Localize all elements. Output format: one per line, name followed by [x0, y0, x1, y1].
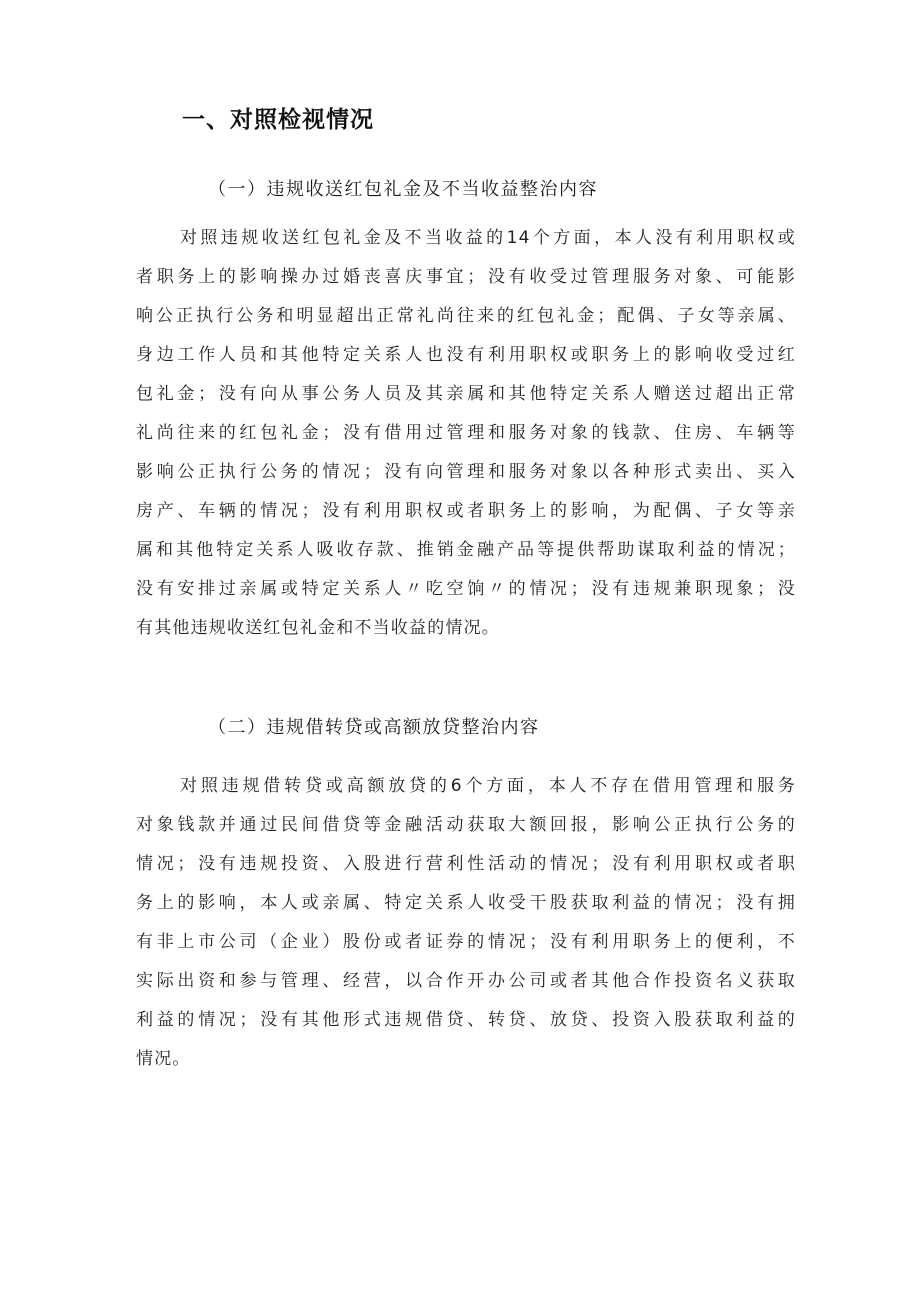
paragraph-line: 属和其他特定关系人吸收存款、推销金融产品等提供帮助谋取利益的情况；	[136, 540, 796, 560]
paragraph-line: 对照违规借转贷或高额放贷的6个方面，本人不存在借用管理和服务	[180, 776, 796, 796]
paragraph-line: 者职务上的影响操办过婚丧喜庆事宜；没有收受过管理服务对象、可能影	[136, 267, 796, 287]
paragraph-line: 利益的情况；没有其他形式违规借贷、转贷、放贷、投资入股获取利益的	[136, 1010, 796, 1030]
paragraph-line: 情况；没有违规投资、入股进行营利性活动的情况；没有利用职权或者职	[136, 854, 796, 874]
paragraph-line: 影响公正执行公务的情况；没有向管理和服务对象以各种形式卖出、买入	[136, 462, 796, 482]
paragraph-line: 身边工作人员和其他特定关系人也没有利用职权或职务上的影响收受过红	[136, 345, 796, 365]
paragraph-line: 对象钱款并通过民间借贷等金融活动获取大额回报，影响公正执行公务的	[136, 815, 796, 835]
paragraph-line: 有其他违规收送红包礼金和不当收益的情况。	[136, 618, 500, 638]
paragraph-line: 务上的影响，本人或亲属、特定关系人收受干股获取利益的情况；没有拥	[136, 893, 796, 913]
section-2-title: （二）违规借转贷或高额放贷整治内容	[208, 717, 540, 738]
page-heading: 一、对照检视情况	[182, 107, 374, 133]
paragraph-line: 包礼金；没有向从事公务人员及其亲属和其他特定关系人赠送过超出正常	[136, 384, 796, 404]
paragraph-line: 没有安排过亲属或特定关系人〃吃空饷〃的情况；没有违规兼职现象；没	[136, 579, 796, 599]
paragraph-line: 情况。	[136, 1049, 191, 1069]
paragraph-line: 对照违规收送红包礼金及不当收益的14个方面，本人没有利用职权或	[180, 228, 796, 248]
paragraph-line: 礼尚往来的红包礼金；没有借用过管理和服务对象的钱款、住房、车辆等	[136, 423, 796, 443]
section-1-title: （一）违规收送红包礼金及不当收益整治内容	[208, 179, 598, 200]
paragraph-line: 响公正执行公务和明显超出正常礼尚往来的红包礼金；配偶、子女等亲属、	[136, 306, 796, 326]
paragraph-line: 实际出资和参与管理、经营，以合作开办公司或者其他合作投资名义获取	[136, 971, 796, 991]
paragraph-line: 房产、车辆的情况；没有利用职权或者职务上的影响，为配偶、子女等亲	[136, 501, 796, 521]
paragraph-line: 有非上市公司（企业）股份或者证券的情况；没有利用职务上的便利，不	[136, 932, 796, 952]
